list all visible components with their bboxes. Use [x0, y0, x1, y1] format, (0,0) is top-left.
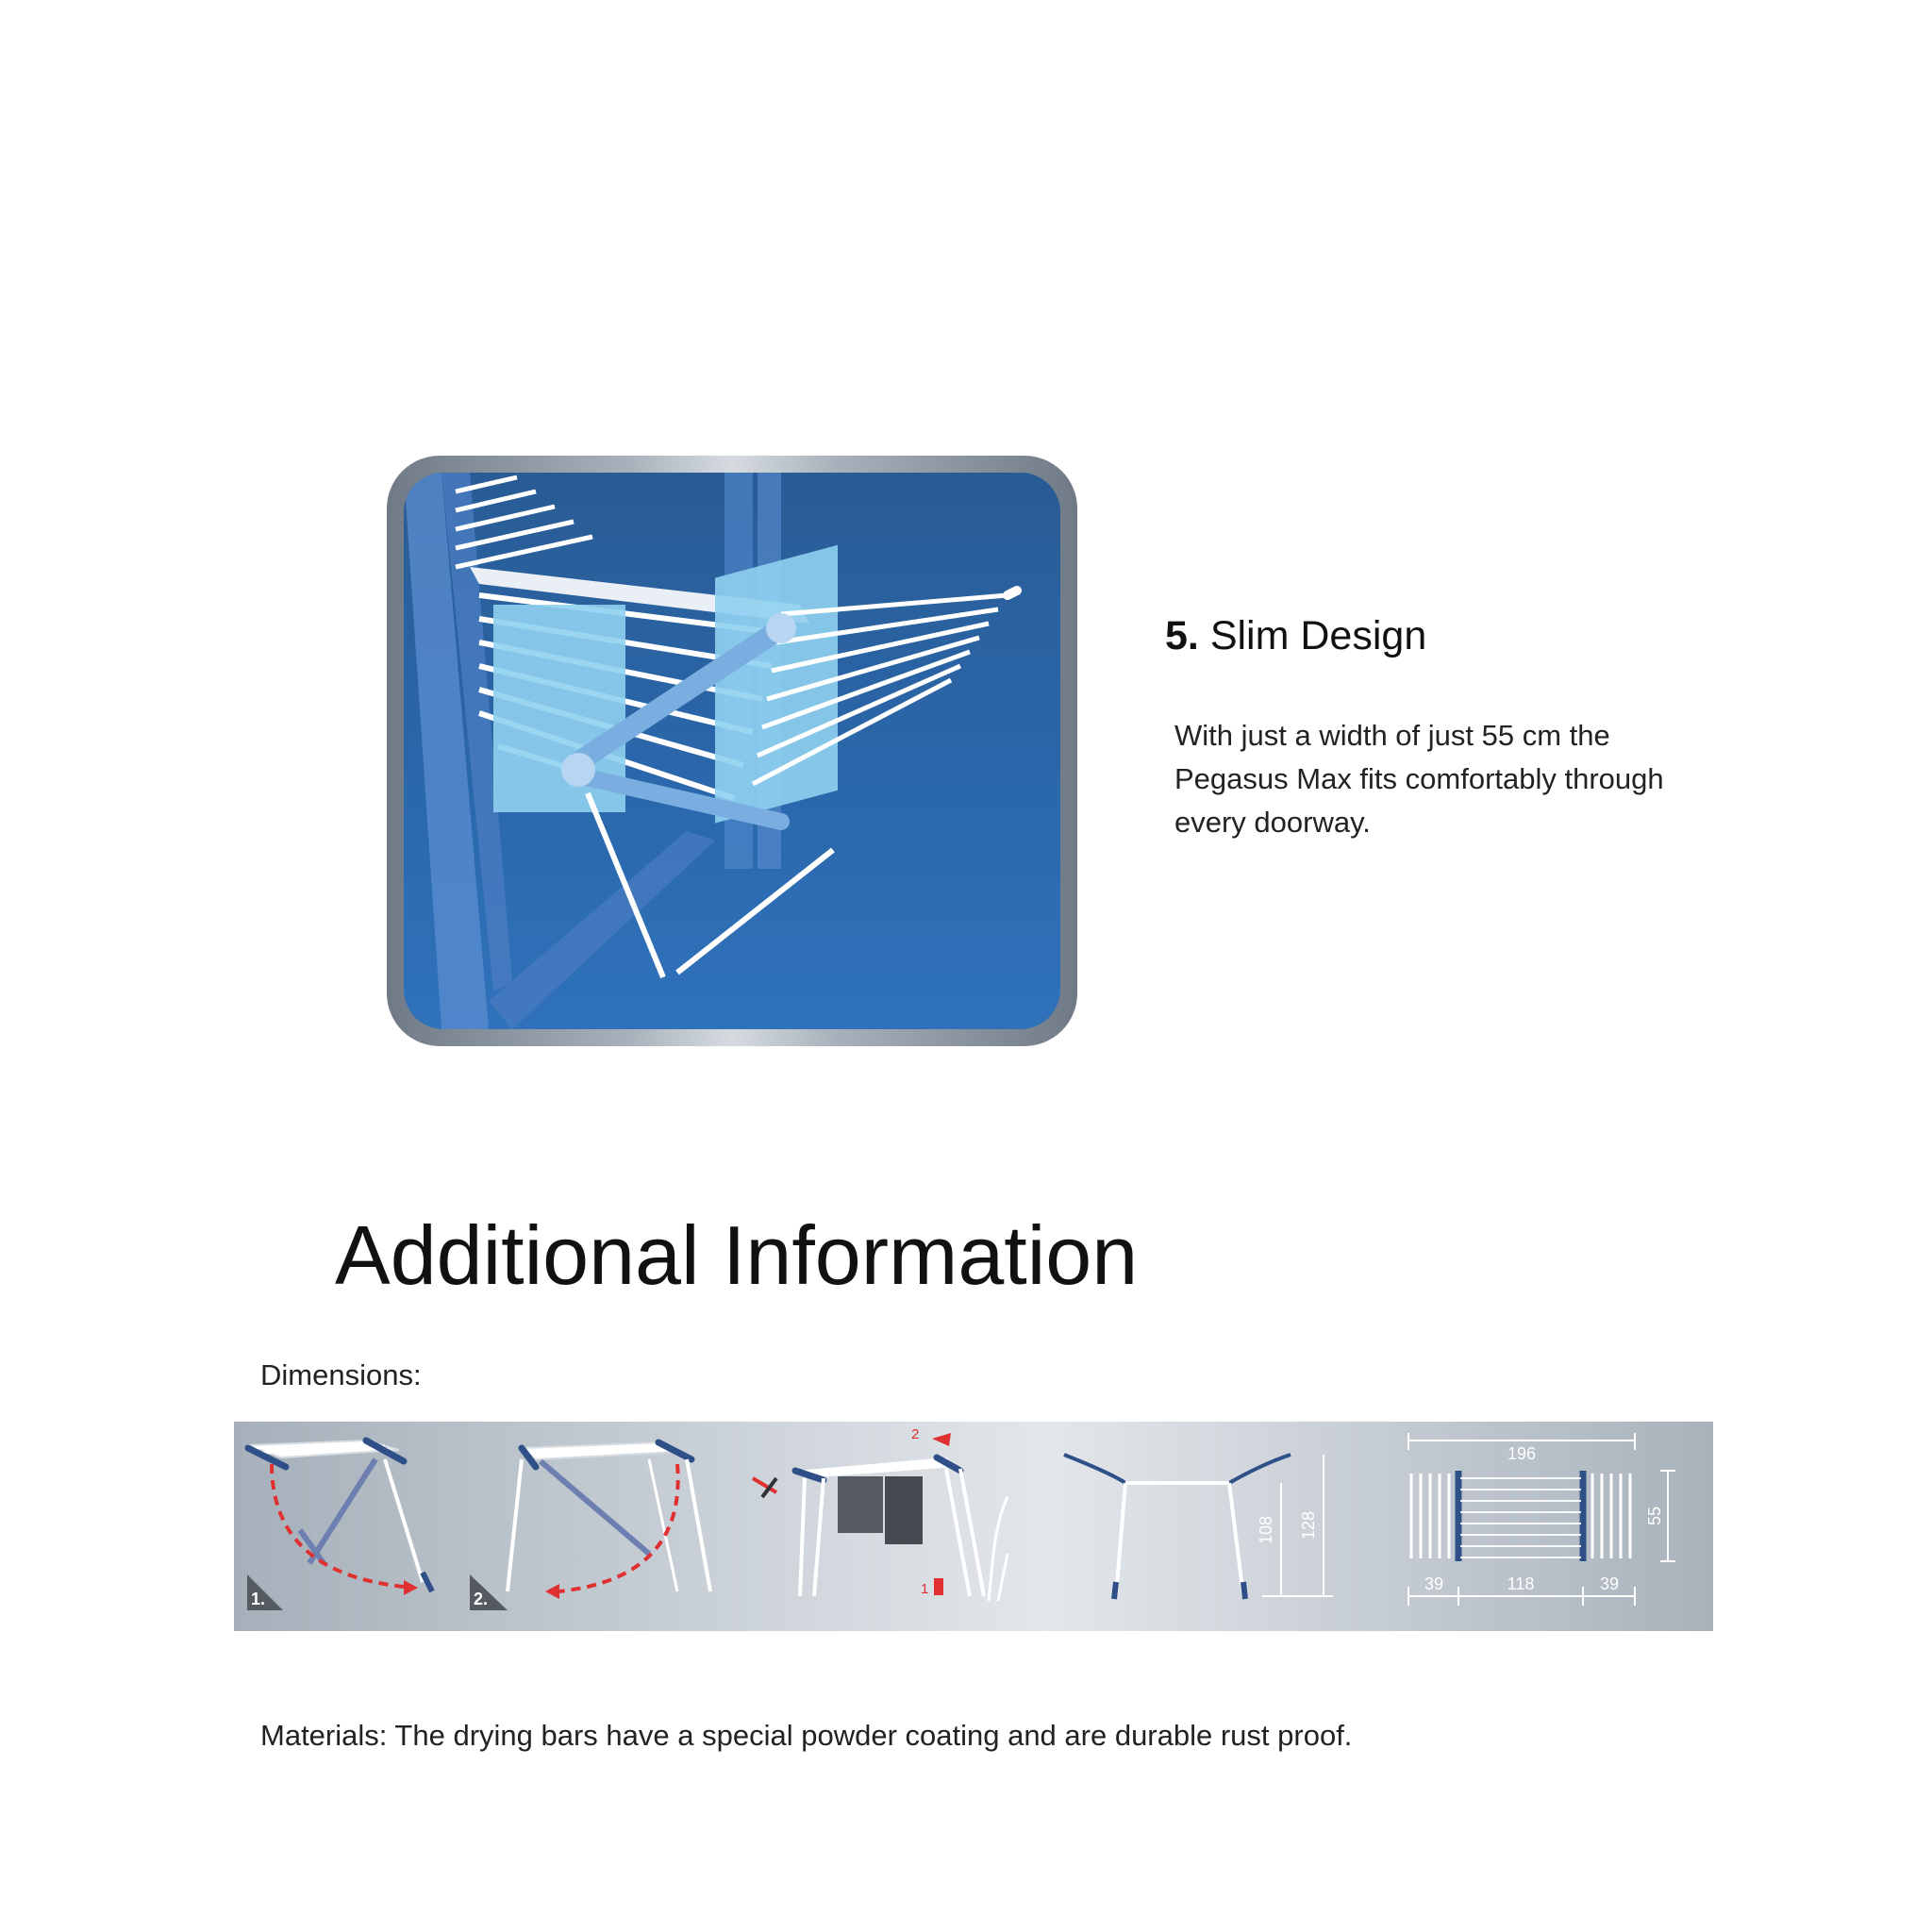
height-128-label: 128	[1299, 1510, 1318, 1541]
dimensions-diagram	[234, 1422, 1713, 1631]
usage-mark-2: 2	[911, 1426, 920, 1442]
dimensions-label: Dimensions:	[260, 1358, 422, 1391]
usage-mark-1: 1	[921, 1581, 929, 1597]
slim-design-illustration	[387, 456, 1077, 1046]
section-heading: Additional Information	[335, 1208, 1139, 1302]
step-2-label: 2.	[474, 1590, 489, 1608]
step-2-diagram	[470, 1442, 710, 1610]
width-55-label: 55	[1645, 1506, 1664, 1526]
top-view-diagram	[1408, 1433, 1675, 1606]
feature-description: With just a width of just 55 cm the Pegasus Max fits comfortably through every doorway.	[1174, 719, 1664, 839]
height-108-label: 108	[1257, 1515, 1275, 1545]
length-196-label: 196	[1507, 1444, 1537, 1463]
materials-text: Materials: The drying bars have a special powder coating and are durable rust proof.	[260, 1719, 1353, 1752]
drying-rack-in-doorway-icon	[404, 473, 1060, 1029]
feature-heading	[1165, 613, 1426, 659]
feature-number: 5.	[1165, 613, 1199, 658]
feature-title: Slim Design	[1209, 613, 1427, 658]
segment-39-right-label: 39	[1599, 1574, 1620, 1593]
height-diagram	[1064, 1455, 1333, 1599]
segment-39-left-label: 39	[1424, 1574, 1444, 1593]
usage-diagram	[753, 1426, 1008, 1601]
segment-118-label: 118	[1507, 1574, 1535, 1593]
step-1-label: 1.	[251, 1590, 266, 1608]
step-1-diagram	[247, 1441, 432, 1610]
drying-rack-dimensions-icon	[234, 1422, 1713, 1631]
